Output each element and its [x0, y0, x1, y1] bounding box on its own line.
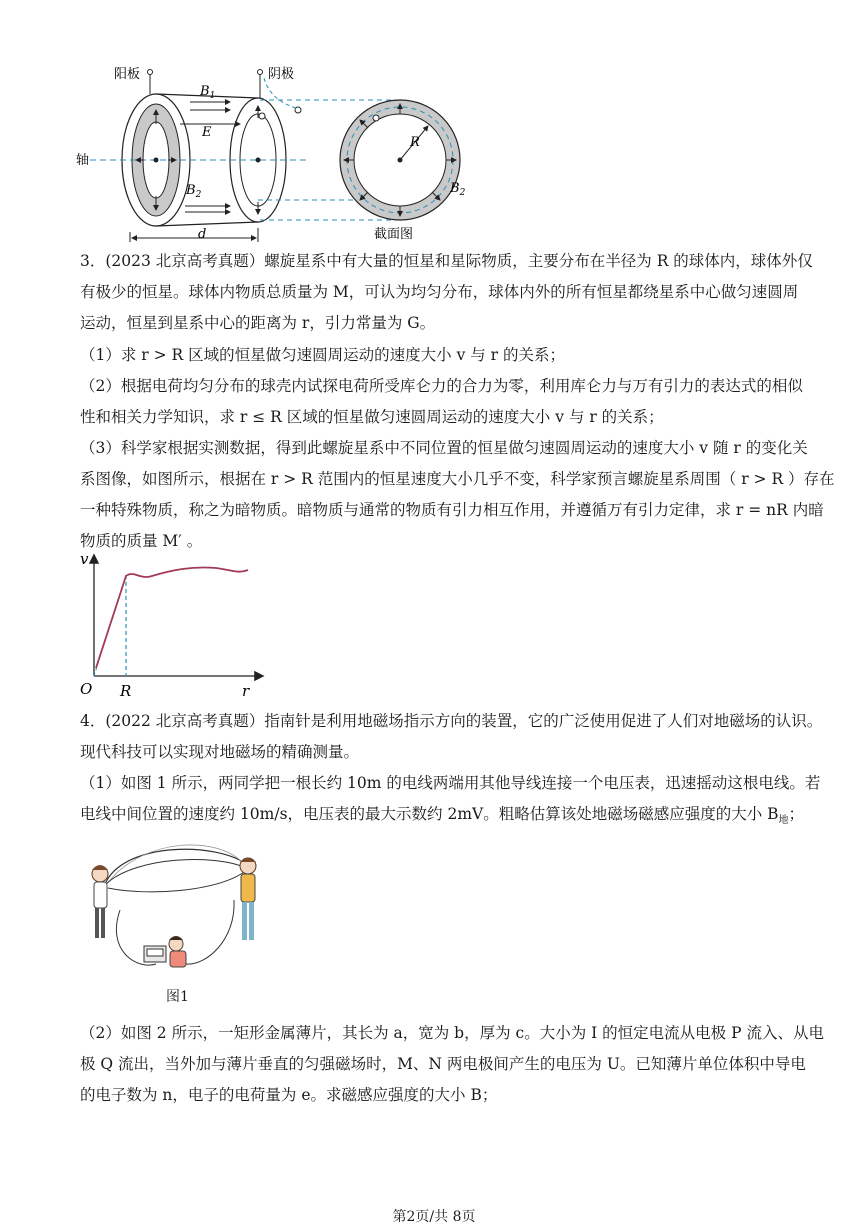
label-e: E	[202, 125, 212, 140]
page-footer: 第2页/共 8页	[392, 1209, 476, 1225]
velocity-curve	[96, 567, 248, 668]
q3-part3-line: （3）科学家根据实测数据，得到此螺旋星系中不同位置的恒星做匀速圆周运动的速度大小 v 随 r 的变化关	[80, 439, 808, 457]
q3-part2-line: （2）根据电荷均匀分布的球壳内试探电荷所受库仑力的合力为零，利用库仑力与万有引力的表达式的相似	[80, 377, 803, 395]
q4-part2-line: （2）如图 2 所示，一矩形金属薄片，其长为 a，宽为 b，厚为 c。大小为 I 的恒定电流从电极 P 流入、从电	[80, 1024, 824, 1042]
q4-stem	[80, 706, 823, 768]
q3-line: 有极少的恒星。球体内物质总质量为 M，可认为均匀分布，球体内外的所有恒星都绕星系中心做匀速圆周	[80, 283, 799, 301]
figure1-caption: 图1	[166, 989, 189, 1005]
q3-part3-line: 系图像，如图所示，根据在 r > R 范围内的恒星速度大小几乎不变，科学家预言螺旋星系周围（ r > R ）存在	[80, 470, 835, 488]
label-anode: 阳板	[114, 67, 141, 82]
figure1-illustration	[86, 840, 270, 990]
label-section: 截面图	[374, 227, 414, 242]
origin-label: O	[80, 680, 93, 698]
q3-part3-line: 一种特殊物质，称之为暗物质。暗物质与通常的物质有引力相互作用，并遵循万有引力定律，求 r = nR 内暗	[80, 501, 824, 519]
y-axis-label: v	[80, 550, 89, 568]
q4-line: 现代科技可以实现对地磁场的精确测量。	[80, 743, 360, 761]
q4-part2-line: 的电子数为 n，电子的电荷量为 e。求磁感应强度的大小 B；	[80, 1086, 498, 1104]
q3-line: 运动，恒星到星系中心的距离为 r，引力常量为 G。	[80, 314, 436, 332]
label-axis: 轴	[76, 153, 90, 168]
q4-part1	[80, 768, 821, 836]
q3-stem	[80, 246, 813, 339]
q4-part1-line: （1）如图 1 所示，两同学把一根长约 10m 的电线两端用其他导线连接一个电压表，迅速摇动这根电线。若	[80, 774, 821, 792]
velocity-graph	[76, 548, 276, 700]
q3-line: 3．(2023 北京高考真题）螺旋星系中有大量的恒星和星际物质，主要分布在半径为 R 的球体内，球体外仅	[80, 252, 813, 270]
label-cathode: 阴极	[268, 67, 295, 82]
q3-part2-line: 性和相关力学知识，求 r ≤ R 区域的恒星做匀速圆周运动的速度大小 v 与 r 的关系；	[80, 408, 664, 426]
label-b1: $B_1$	[200, 84, 216, 101]
x-axis-label: r	[242, 682, 250, 700]
q3-part1	[80, 340, 792, 371]
q3-part1-text: （1）求 r > R 区域的恒星做匀速圆周运动的速度大小 v 与 r 的关系；	[80, 346, 566, 364]
q3-part3	[80, 433, 835, 557]
r-tick-label: R	[120, 682, 132, 700]
b-subscript: 地	[778, 815, 789, 827]
q4-line: 4．(2022 北京高考真题）指南针是利用地磁场指示方向的装置，它的广泛使用促进了人们对地磁场的认识。	[80, 712, 823, 730]
q3-part2	[80, 371, 803, 433]
label-d: d	[198, 227, 207, 242]
label-r-section: R	[410, 135, 420, 150]
q4-part2-line: 极 Q 流出，当外加与薄片垂直的匀强磁场时，M、N 两电极间产生的电压为 U。已知薄片单位体积中导电	[80, 1055, 806, 1073]
q3-part3-line: 物质的质量 M′ 。	[80, 532, 203, 550]
q4-part2	[80, 1018, 824, 1111]
label-b2-right: $B_2$	[450, 181, 466, 198]
label-b2: $B_2$	[186, 183, 202, 200]
device-figure	[70, 60, 480, 250]
q4-part1-line: 电线中间位置的速度约 10m/s，电压表的最大示数约 2mV。粗略估算该处地磁场磁感应强度的大小 $B_地$；	[80, 805, 805, 827]
